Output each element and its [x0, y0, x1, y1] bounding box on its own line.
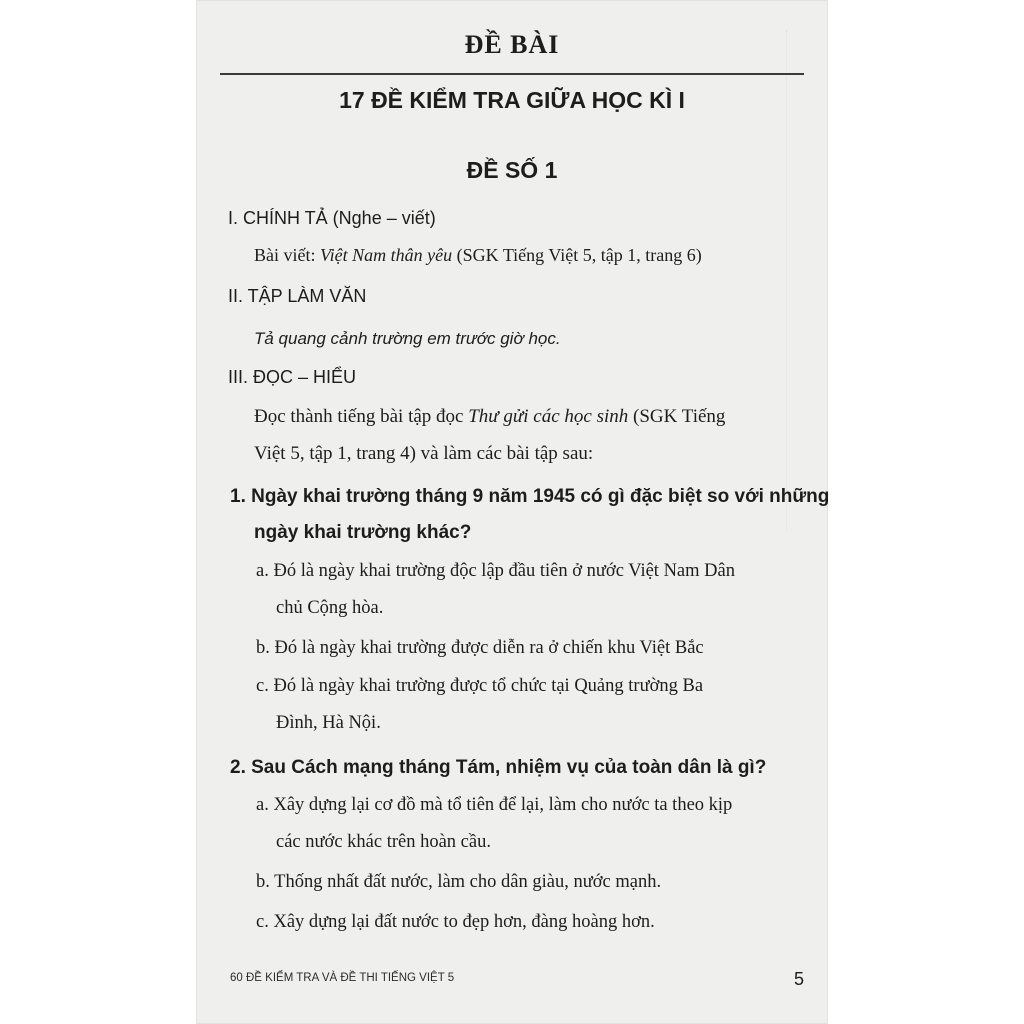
q2-option-b: b. Thống nhất đất nước, làm cho dân giàu, nước mạnh.	[256, 872, 662, 892]
title-divider	[220, 73, 804, 75]
page-subtitle: 17 ĐỀ KIỂM TRA GIỮA HỌC KÌ I	[339, 87, 685, 113]
section-heading-reading: III. ĐỌC – HIỂU	[228, 367, 357, 387]
q2-option-a-line1: a. Xây dựng lại cơ đồ mà tổ tiên để lại, làm cho nước ta theo kịp	[256, 795, 733, 815]
exam-number: ĐỀ SỐ 1	[466, 157, 558, 183]
q1-option-a-line1: a. Đó là ngày khai trường độc lập đầu tiên ở nước Việt Nam Dân	[256, 561, 735, 581]
q1-option-a-line2: chủ Cộng hòa.	[276, 598, 384, 618]
dictation-text	[254, 245, 702, 266]
q1-option-c-line2: Đình, Hà Nội.	[276, 713, 381, 733]
q1-option-b: b. Đó là ngày khai trường được diễn ra ở chiến khu Việt Bắc	[256, 638, 704, 658]
reading-intro-line2: Việt 5, tập 1, trang 4) và làm các bài tập sau:	[254, 443, 594, 464]
reading-intro-line1	[254, 406, 725, 428]
q2-option-c: c. Xây dựng lại đất nước to đẹp hơn, đàng hoàng hơn.	[256, 912, 655, 932]
page-title: ĐỀ BÀI	[464, 30, 560, 59]
dictation-title: Việt Nam thân yêu	[320, 245, 453, 265]
q2-option-a-line2: các nước khác trên hoàn cầu.	[276, 832, 491, 852]
footer-book-title: 60 ĐỀ KIỂM TRA VÀ ĐỀ THI TIẾNG VIỆT 5	[230, 972, 455, 984]
dictation-suffix: (SGK Tiếng Việt 5, tập 1, trang 6)	[452, 245, 702, 265]
question-1-line1: 1. Ngày khai trường tháng 9 năm 1945 có gì đặc biệt so với những	[230, 486, 830, 507]
reading-title: Thư gửi các học sinh	[468, 406, 629, 427]
page-number: 5	[794, 969, 805, 989]
reading-intro-prefix: Đọc thành tiếng bài tập đọc	[254, 406, 469, 427]
question-1-line2: ngày khai trường khác?	[254, 522, 472, 543]
reading-intro-suffix: (SGK Tiếng	[628, 406, 726, 427]
composition-prompt: Tả quang cảnh trường em trước giờ học.	[254, 329, 561, 348]
dictation-prefix: Bài viết:	[254, 245, 320, 265]
book-page	[196, 0, 828, 1024]
section-heading-dictation: I. CHÍNH TẢ (Nghe – viết)	[228, 208, 436, 228]
question-2-line1: 2. Sau Cách mạng tháng Tám, nhiệm vụ của toàn dân là gì?	[230, 757, 767, 778]
q1-option-c-line1: c. Đó là ngày khai trường được tổ chức tại Quảng trường Ba	[256, 676, 704, 696]
section-heading-composition: II. TẬP LÀM VĂN	[228, 286, 367, 306]
